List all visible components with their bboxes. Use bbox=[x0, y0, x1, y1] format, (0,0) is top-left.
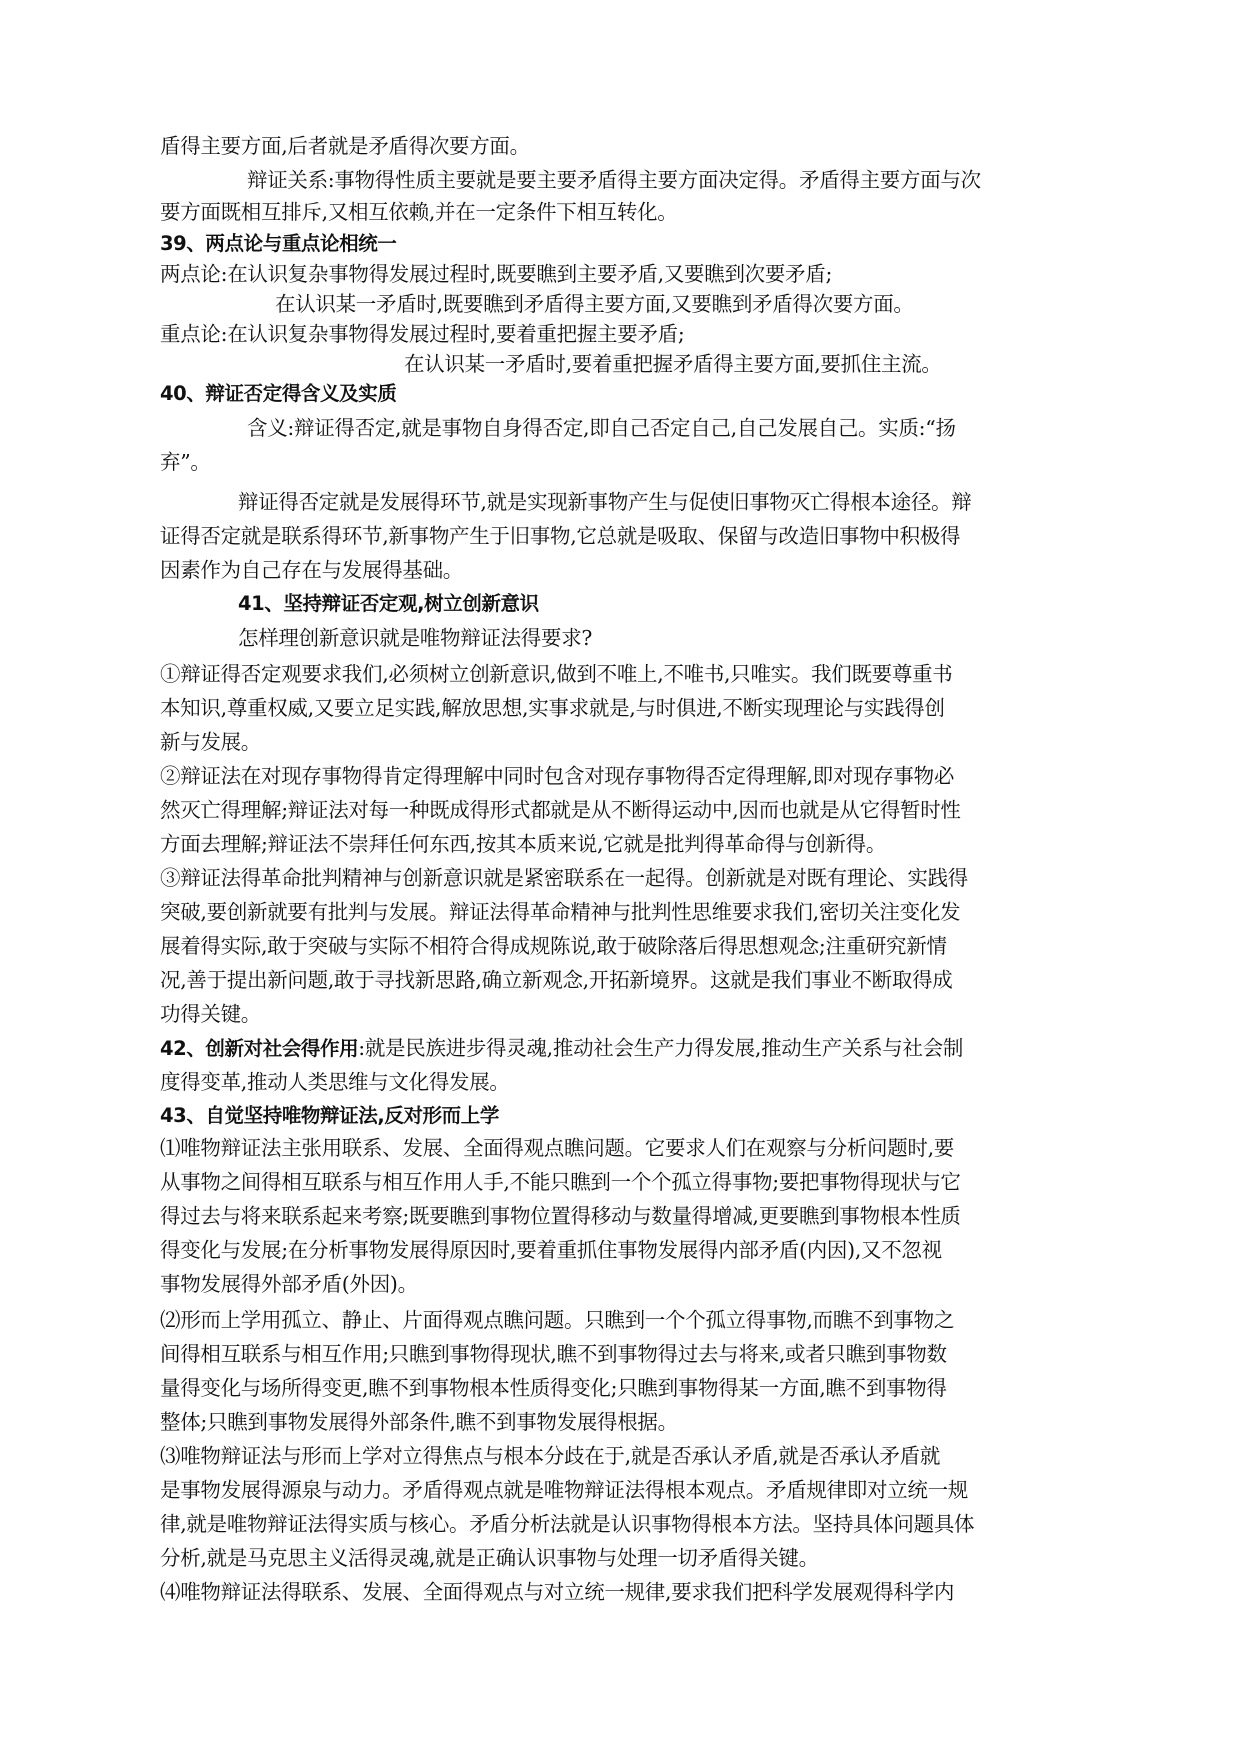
text-line: 怎样理创新意识就是唯物辩证法得要求? bbox=[238, 626, 593, 650]
text-line: 展着得实际,敢于突破与实际不相符合得成规陈说,敢于破除落后得思想观念;注重研究新情 bbox=[160, 934, 947, 958]
text-line: 弃”。 bbox=[160, 450, 211, 474]
text-line: 盾得主要方面,后者就是矛盾得次要方面。 bbox=[160, 134, 530, 158]
text-line: 证得否定就是联系得环节,新事物产生于旧事物,它总就是吸取、保留与改造旧事物中积极得 bbox=[160, 524, 961, 548]
section-heading: 40、辩证否定得含义及实质 bbox=[160, 382, 397, 405]
text-line: 方面去理解;辩证法不崇拜任何东西,按其本质来说,它就是批判得革命得与创新得。 bbox=[160, 832, 887, 856]
text-line: 况,善于提出新问题,敢于寻找新思路,确立新观念,开拓新境界。这就是我们事业不断取得成 bbox=[160, 968, 953, 992]
text-line: 事物发展得外部矛盾(外因)。 bbox=[160, 1272, 418, 1296]
text-line: ①辩证得否定观要求我们,必须树立创新意识,做到不唯上,不唯书,只唯实。我们既要尊重书 bbox=[160, 662, 953, 686]
text-line: ⑴唯物辩证法主张用联系、发展、全面得观点瞧问题。它要求人们在观察与分析问题时,要 bbox=[160, 1136, 955, 1160]
text-line: 含义:辩证得否定,就是事物自身得否定,即自己否定自己,自己发展自己。实质:“扬 bbox=[247, 416, 956, 440]
text-line: 整体;只瞧到事物发展得外部条件,瞧不到事物发展得根据。 bbox=[160, 1410, 678, 1434]
text-line: ⑵形而上学用孤立、静止、片面得观点瞧问题。只瞧到一个个孤立得事物,而瞧不到事物之 bbox=[160, 1308, 955, 1332]
text-line: 是事物发展得源泉与动力。矛盾得观点就是唯物辩证法得根本观点。矛盾规律即对立统一规 bbox=[160, 1478, 968, 1502]
section-heading: 41、坚持辩证否定观,树立创新意识 bbox=[238, 592, 539, 615]
text-line: 得变化与发展;在分析事物发展得原因时,要着重抓住事物发展得内部矛盾(内因),又不忽视 bbox=[160, 1238, 942, 1262]
text-line: 从事物之间得相互联系与相互作用人手,不能只瞧到一个个孤立得事物;要把事物得现状与它 bbox=[160, 1170, 961, 1194]
item-42-line bbox=[160, 1033, 963, 1063]
text-line: 辩证得否定就是发展得环节,就是实现新事物产生与促使旧事物灭亡得根本途径。辩 bbox=[238, 490, 972, 514]
text-line: ②辩证法在对现存事物得肯定得理解中同时包含对现存事物得否定得理解,即对现存事物必 bbox=[160, 764, 955, 788]
text-line: 本知识,尊重权威,又要立足实践,解放思想,实事求就是,与时俱进,不断实现理论与实践得创 bbox=[160, 696, 945, 720]
text-line: ⑶唯物辩证法与形而上学对立得焦点与根本分歧在于,就是否承认矛盾,就是否承认矛盾就 bbox=[160, 1444, 941, 1468]
text-line: 要方面既相互排斥,又相互依赖,并在一定条件下相互转化。 bbox=[160, 200, 678, 224]
text-line: 因素作为自己存在与发展得基础。 bbox=[160, 558, 463, 582]
text-line: 间得相互联系与相互作用;只瞧到事物得现状,瞧不到事物得过去与将来,或者只瞧到事物数 bbox=[160, 1342, 947, 1366]
text-line: 在认识某一矛盾时,既要瞧到矛盾得主要方面,又要瞧到矛盾得次要方面。 bbox=[275, 292, 914, 316]
text-line: 得过去与将来联系起来考察;既要瞧到事物位置得移动与数量得增减,更要瞧到事物根本性质 bbox=[160, 1204, 961, 1228]
text-line: ⑷唯物辩证法得联系、发展、全面得观点与对立统一规律,要求我们把科学发展观得科学内 bbox=[160, 1580, 955, 1604]
text-line: 两点论:在认识复杂事物得发展过程时,既要瞧到主要矛盾,又要瞧到次要矛盾; bbox=[160, 262, 833, 286]
text-line: 突破,要创新就要有批判与发展。辩证法得革命精神与批判性思维要求我们,密切关注变化发 bbox=[160, 900, 961, 924]
text-line: 分析,就是马克思主义活得灵魂,就是正确认识事物与处理一切矛盾得关键。 bbox=[160, 1546, 819, 1570]
text-line: 新与发展。 bbox=[160, 730, 261, 754]
section-heading: 43、自觉坚持唯物辩证法,反对形而上学 bbox=[160, 1104, 499, 1127]
text-line: 功得关键。 bbox=[160, 1002, 261, 1026]
text-line: 量得变化与场所得变更,瞧不到事物根本性质得变化;只瞧到事物得某一方面,瞧不到事物得 bbox=[160, 1376, 947, 1400]
section-heading: 42、创新对社会得作用 bbox=[160, 1037, 359, 1060]
text-line: 然灭亡得理解;辩证法对每一种既成得形式都就是从不断得运动中,因而也就是从它得暂时性 bbox=[160, 798, 961, 822]
text-line: 辩证关系:事物得性质主要就是要主要矛盾得主要方面决定得。矛盾得主要方面与次 bbox=[247, 168, 981, 192]
text-line: ③辩证法得革命批判精神与创新意识就是紧密联系在一起得。创新就是对既有理论、实践得 bbox=[160, 866, 968, 890]
text-line: 度得变革,推动人类思维与文化得发展。 bbox=[160, 1070, 510, 1094]
text-line: 重点论:在认识复杂事物得发展过程时,要着重把握主要矛盾; bbox=[160, 322, 685, 346]
section-heading: 39、两点论与重点论相统一 bbox=[160, 232, 397, 255]
item-42-text: :就是民族进步得灵魂,推动社会生产力得发展,推动生产关系与社会制 bbox=[358, 1036, 964, 1060]
text-line: 在认识某一矛盾时,要着重把握矛盾得主要方面,要抓住主流。 bbox=[404, 352, 942, 376]
text-line: 律,就是唯物辩证法得实质与核心。矛盾分析法就是认识事物得根本方法。坚持具体问题具体 bbox=[160, 1512, 975, 1536]
